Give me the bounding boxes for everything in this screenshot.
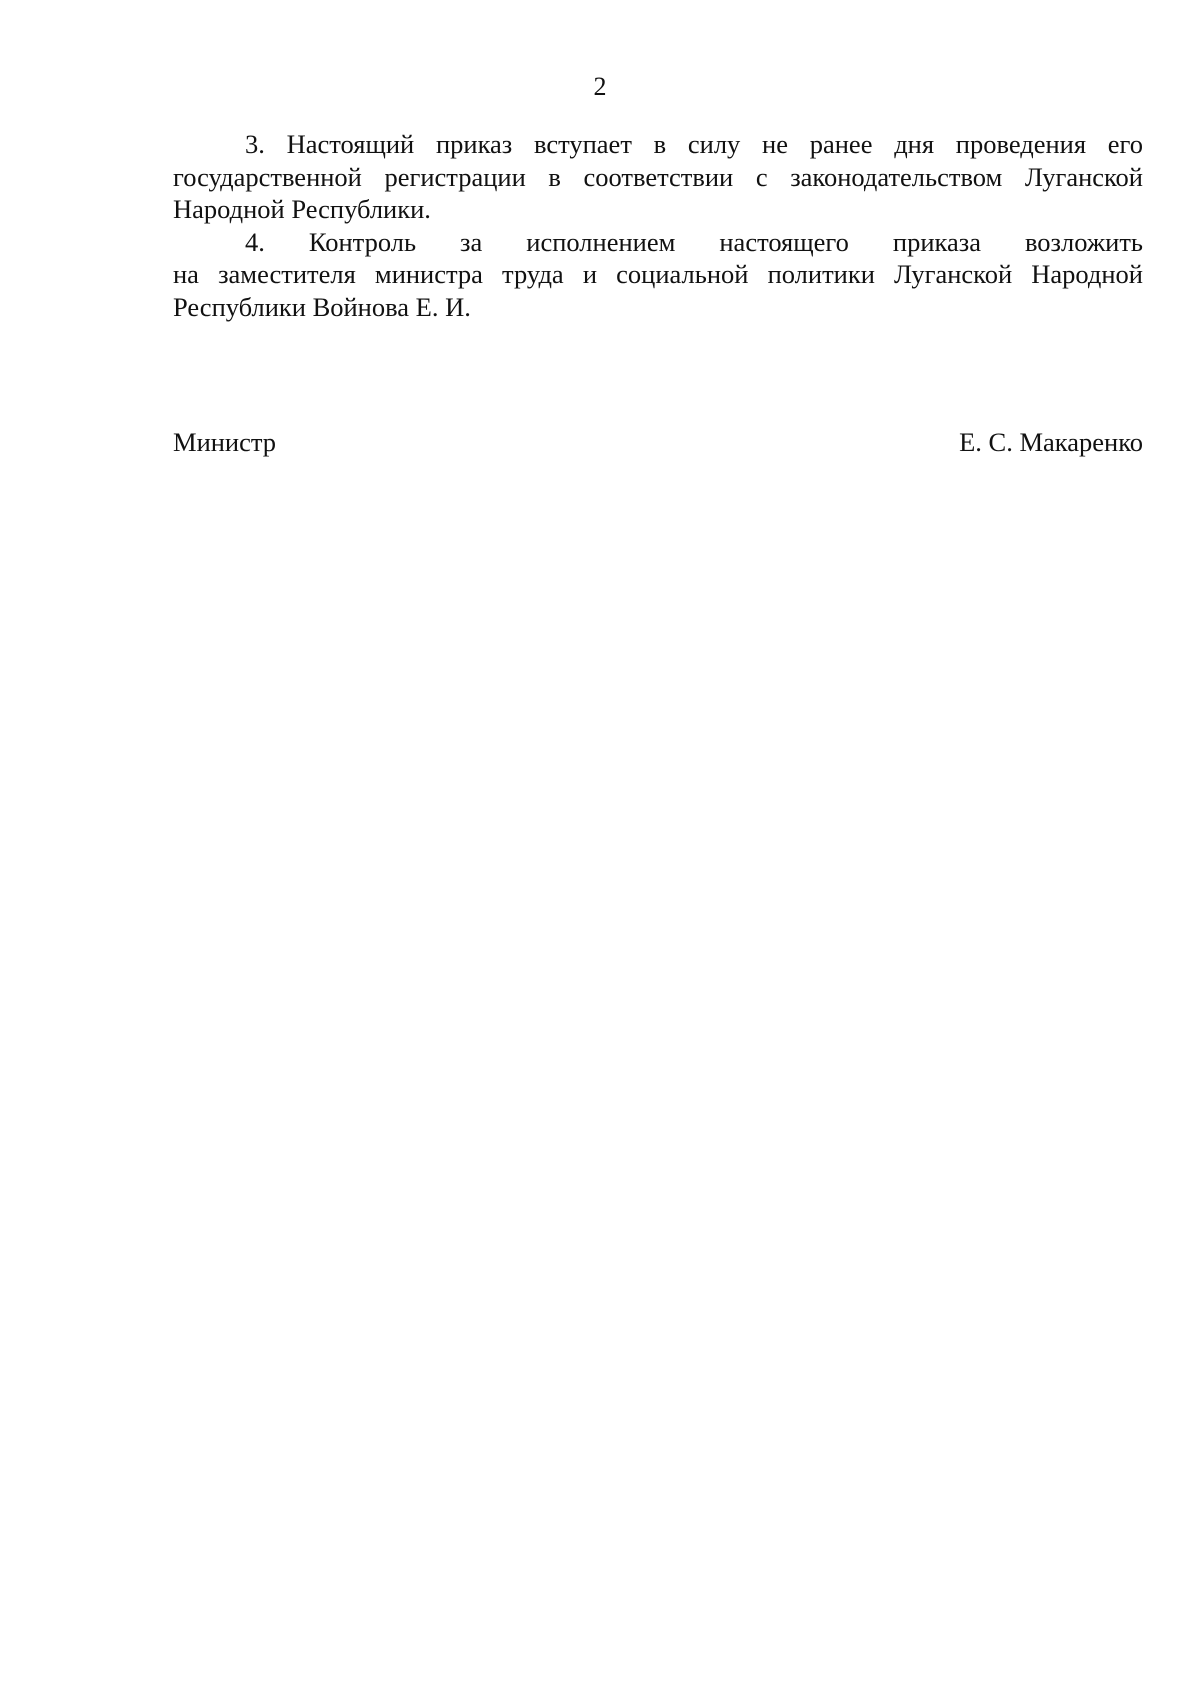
paragraph-line: Народной Республики. <box>173 194 431 224</box>
paragraph-line: 4. Контроль за исполнением настоящего приказа возложить <box>245 226 1143 257</box>
signatory-title: Министр <box>173 427 277 457</box>
paragraph-line: на заместителя министра труда и социальной политики Луганской Народной <box>173 259 1143 289</box>
paragraph-4 <box>173 226 1143 324</box>
paragraph-line: 3. Настоящий приказ вступает в силу не ранее дня проведения его <box>245 129 1143 159</box>
paragraph-line: государственной регистрации в соответствии с законодательством Луганской <box>173 161 1143 192</box>
paragraph-line: Республики Войнова Е. И. <box>173 291 471 322</box>
signatory-name: Е. С. Макаренко <box>959 427 1143 457</box>
paragraph-3 <box>173 128 1143 226</box>
document-body <box>173 128 1143 323</box>
signature-block <box>173 426 1143 462</box>
page-number: 2 <box>593 72 607 101</box>
